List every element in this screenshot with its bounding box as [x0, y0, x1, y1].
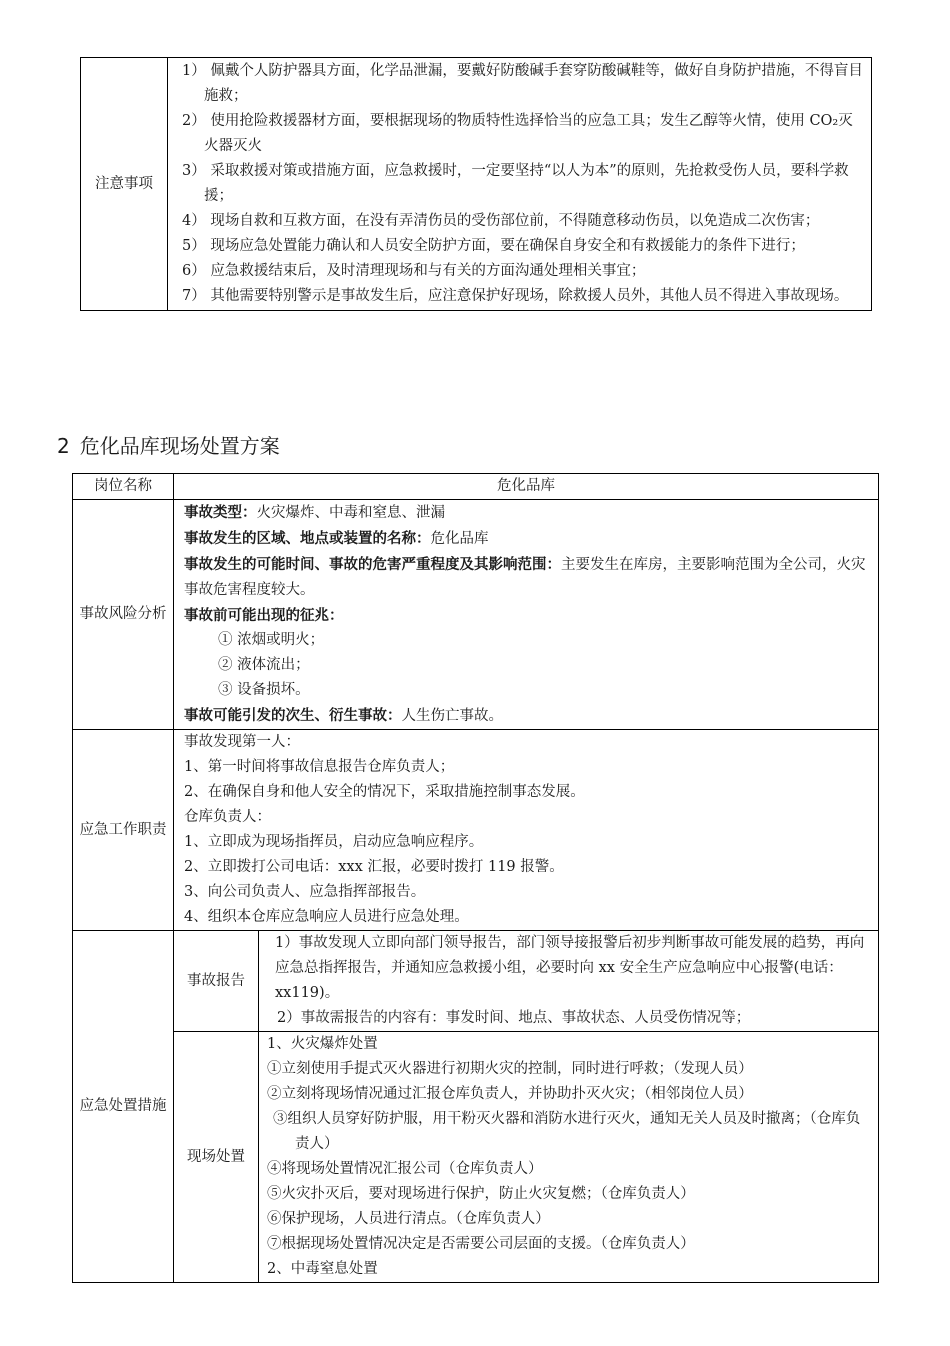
list-item: 1） 佩戴个人防护器具方面，化学品泄漏，要戴好防酸碱手套穿防酸碱鞋等，做好自身防护措施，不得盲目施救； — [182, 63, 863, 104]
duties-line: 4、组织本仓库应急响应人员进行应急处理。 — [184, 909, 469, 925]
duties-line: 1、第一时间将事故信息报告仓库负责人； — [184, 759, 455, 775]
time-value: 主要发生在库房，主要影响范围为全公司，火灾事故危害程度较大。 — [184, 557, 866, 598]
duties-line: 2、立即拨打公司电话：xxx 汇报，必要时拨打 119 报警。 — [184, 859, 564, 875]
secondary-label: 事故可能引发的次生、衍生事故： — [184, 707, 402, 724]
risk-content — [174, 500, 879, 730]
report-content — [259, 931, 879, 1032]
measures-label: 应急处置措施 — [73, 931, 174, 1283]
type-value: 火灾爆炸、中毒和窒息、泄漏 — [256, 505, 445, 521]
list-item: 2） 使用抢险救援器材方面，要根据现场的物质特性选择恰当的应急工具；发生乙醇等火情，使用 CO₂灭火器灭火 — [182, 113, 853, 154]
report-label: 事故报告 — [174, 931, 259, 1032]
section-title: 危化品库现场处置方案 — [79, 434, 280, 458]
onsite-line: 1、火灾爆炸处置 — [267, 1036, 378, 1052]
list-item: ① 浓烟或明火； — [218, 632, 325, 648]
list-item: ③ 设备损坏。 — [218, 682, 310, 698]
type-label: 事故类型： — [184, 504, 257, 521]
list-item: 6） 应急救援结束后，及时清理现场和与有关的方面沟通处理相关事宜； — [182, 263, 646, 279]
duties-line: 2、在确保自身和他人安全的情况下，采取措施控制事态发展。 — [184, 784, 585, 800]
notes-list — [168, 58, 872, 311]
onsite-content — [259, 1032, 879, 1283]
list-item: 3） 采取救援对策或措施方面，应急救援时，一定要坚持“以人为本”的原则，先抢救受伤人员，要科学救援； — [182, 163, 849, 204]
duties-line: 事故发现第一人： — [184, 734, 300, 750]
onsite-label: 现场处置 — [174, 1032, 259, 1283]
duties-line: 仓库负责人： — [184, 809, 271, 825]
duties-label: 应急工作职责 — [73, 730, 174, 931]
onsite-line: ⑤火灾扑灭后，要对现场进行保护，防止火灾复燃；（仓库负责人） — [267, 1186, 695, 1202]
onsite-line: ②立刻将现场情况通过汇报仓库负责人，并协助扑灭火灾；（相邻岗位人员） — [267, 1086, 753, 1102]
duties-content — [174, 730, 879, 931]
main-table — [72, 473, 879, 1283]
duties-line: 1、立即成为现场指挥员，启动应急响应程序。 — [184, 834, 484, 850]
onsite-line: ③组织人员穿好防护服，用干粉灭火器和消防水进行灭火，通知无关人员及时撤离；（仓库负责人） — [273, 1111, 861, 1152]
onsite-line: ④将现场处置情况汇报公司（仓库负责人） — [267, 1161, 543, 1177]
area-label: 事故发生的区域、地点或装置的名称： — [184, 530, 431, 547]
section-number: 2 — [57, 434, 70, 458]
onsite-line: 2、中毒窒息处置 — [267, 1261, 378, 1277]
list-item: 5） 现场应急处置能力确认和人员安全防护方面，要在确保自身安全和有救援能力的条件下进行； — [182, 238, 805, 254]
list-item: ② 液体流出； — [218, 657, 310, 673]
header-label: 岗位名称 — [73, 474, 174, 500]
notes-label: 注意事项 — [81, 58, 168, 311]
notes-table — [80, 57, 872, 311]
secondary-value: 人生伤亡事故。 — [401, 708, 503, 724]
section-heading — [57, 432, 280, 460]
onsite-line: ⑥保护现场，人员进行清点。（仓库负责人） — [267, 1211, 550, 1227]
onsite-line: ⑦根据现场处置情况决定是否需要公司层面的支援。（仓库负责人） — [267, 1236, 695, 1252]
onsite-line: ①立刻使用手提式灭火器进行初期火灾的控制，同时进行呼救；（发现人员） — [267, 1061, 753, 1077]
area-value: 危化品库 — [430, 531, 489, 547]
list-item: 7） 其他需要特别警示是事故发生后，应注意保护好现场，除救援人员外，其他人员不得进入事故现场。 — [182, 288, 849, 304]
report-line: 2）事故需报告的内容有：事发时间、地点、事故状态、人员受伤情况等； — [277, 1010, 751, 1026]
signs-label: 事故前可能出现的征兆： — [184, 607, 344, 624]
duties-line: 3、向公司负责人、应急指挥部报告。 — [184, 884, 426, 900]
list-item: 4） 现场自救和互救方面，在没有弄清伤员的受伤部位前，不得随意移动伤员，以免造成二次伤害； — [182, 213, 820, 229]
time-label: 事故发生的可能时间、事故的危害严重程度及其影响范围： — [184, 556, 561, 573]
report-line: 1）事故发现人立即向部门领导报告，部门领导接报警后初步判断事故可能发展的趋势，再向应急总指挥报告，并通知应急救援小组，必要时向 xx 安全生产应急响应中心报警(电话：xx119)。 — [275, 935, 865, 1001]
header-value: 危化品库 — [174, 474, 879, 500]
risk-label: 事故风险分析 — [73, 500, 174, 730]
